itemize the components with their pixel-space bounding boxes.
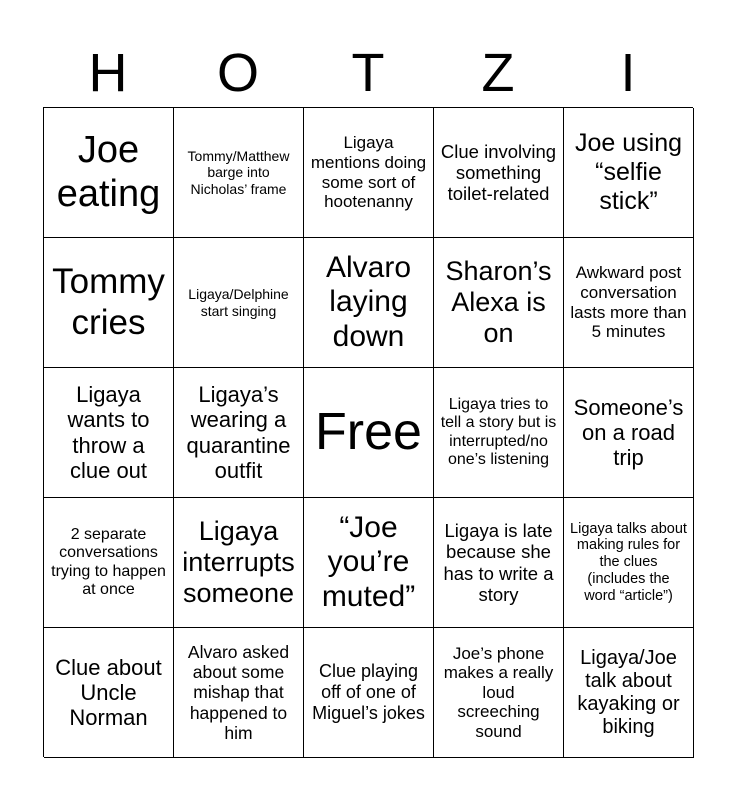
bingo-cell[interactable] bbox=[44, 238, 174, 368]
bingo-cell[interactable] bbox=[174, 368, 304, 498]
cell-text: Joe eating bbox=[56, 128, 161, 215]
header-letter: I bbox=[620, 43, 636, 103]
bingo-cell[interactable] bbox=[44, 108, 174, 238]
cell-text: Ligaya tries to tell a story but is interrupted/no one’s listening bbox=[440, 395, 557, 468]
header-letter: O bbox=[216, 43, 259, 103]
bingo-cell[interactable] bbox=[44, 628, 174, 758]
bingo-cell[interactable] bbox=[564, 628, 694, 758]
header-letter: H bbox=[88, 43, 128, 103]
bingo-cell[interactable] bbox=[304, 238, 434, 368]
bingo-cell[interactable] bbox=[564, 238, 694, 368]
bingo-cell[interactable] bbox=[434, 238, 564, 368]
bingo-cell[interactable] bbox=[44, 368, 174, 498]
cell-text: Ligaya interrupts someone bbox=[182, 515, 295, 609]
cell-text: Ligaya mentions doing some sort of hootenanny bbox=[310, 133, 427, 212]
bingo-cell[interactable] bbox=[434, 108, 564, 238]
cell-text: Ligaya talks about making rules for the clues (includes the word “article”) bbox=[570, 520, 687, 604]
cell-text: Tommy cries bbox=[52, 262, 165, 342]
cell-text: Awkward post conversation lasts more than 5 minutes bbox=[570, 263, 687, 342]
cell-text: Ligaya/Delphine start singing bbox=[188, 286, 289, 319]
bingo-cell[interactable] bbox=[304, 498, 434, 628]
bingo-cell[interactable] bbox=[434, 628, 564, 758]
cell-text: Sharon’s Alexa is on bbox=[445, 255, 552, 349]
bingo-cell[interactable] bbox=[44, 498, 174, 628]
bingo-cell[interactable] bbox=[174, 498, 304, 628]
bingo-cell[interactable] bbox=[304, 108, 434, 238]
cell-text: Clue about Uncle Norman bbox=[55, 654, 162, 731]
bingo-board bbox=[43, 107, 693, 757]
free-space[interactable] bbox=[304, 368, 434, 498]
bingo-header bbox=[43, 40, 693, 106]
cell-text: Joe’s phone makes a really loud screeching sound bbox=[443, 643, 554, 741]
cell-text: Alvaro asked about some mishap that happened to him bbox=[187, 642, 290, 743]
cell-text: Clue involving something toilet-related bbox=[440, 140, 557, 205]
cell-text: Tommy/Matthew barge into Nicholas’ frame bbox=[187, 148, 290, 197]
cell-text: “Joe you’re muted” bbox=[321, 510, 416, 613]
cell-text: Ligaya/Joe talk about kayaking or biking bbox=[577, 646, 680, 738]
cell-text: Alvaro laying down bbox=[325, 250, 412, 353]
cell-text: 2 separate conversations trying to happen at once bbox=[51, 525, 166, 598]
cell-text: Ligaya is late because she has to write a story bbox=[443, 519, 554, 605]
bingo-cell[interactable] bbox=[174, 628, 304, 758]
free-space-text: Free bbox=[315, 402, 422, 461]
bingo-cell[interactable] bbox=[174, 238, 304, 368]
bingo-cell[interactable] bbox=[174, 108, 304, 238]
cell-text: Ligaya wants to throw a clue out bbox=[67, 381, 150, 483]
bingo-cell[interactable] bbox=[564, 498, 694, 628]
bingo-cell[interactable] bbox=[434, 498, 564, 628]
bingo-cell[interactable] bbox=[304, 628, 434, 758]
bingo-cell[interactable] bbox=[564, 368, 694, 498]
cell-text: Ligaya’s wearing a quarantine outfit bbox=[186, 381, 291, 483]
cell-text: Joe using “selfie stick” bbox=[574, 129, 683, 215]
bingo-cell[interactable] bbox=[564, 108, 694, 238]
header-letter: Z bbox=[481, 43, 515, 103]
cell-text: Clue playing off of one of Miguel’s jokes bbox=[312, 661, 425, 723]
bingo-cell[interactable] bbox=[434, 368, 564, 498]
cell-text: Someone’s on a road trip bbox=[573, 394, 684, 471]
header-letter: T bbox=[351, 43, 385, 103]
